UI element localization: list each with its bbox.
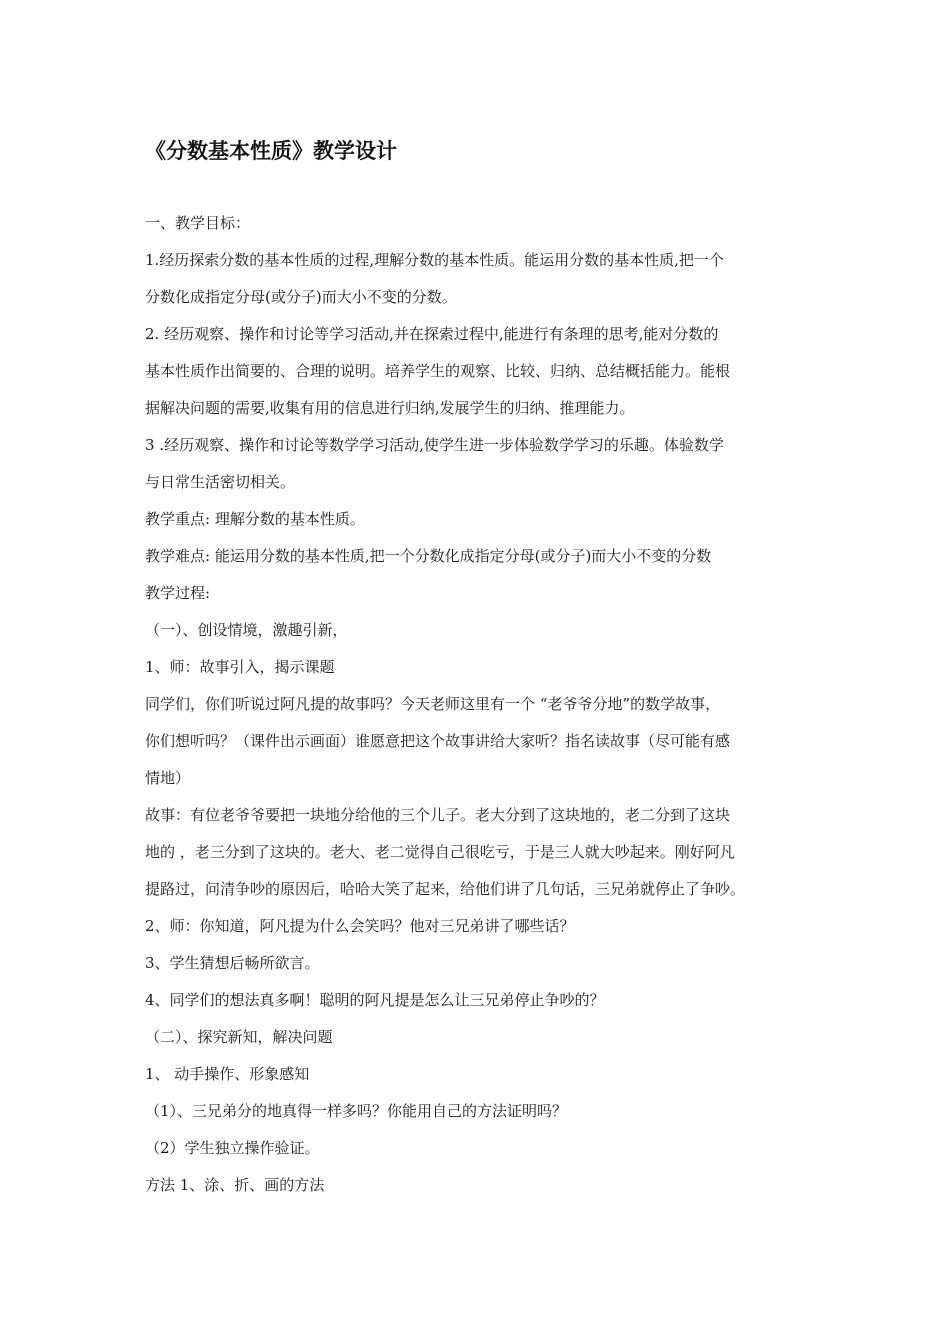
- body-line: 方法 1、涂、折、画的方法: [145, 1176, 325, 1194]
- body-line: 据解决问题的需要,收集有用的信息进行归纳,发展学生的归纳、推理能力。: [145, 399, 635, 417]
- body-line: 3、学生猜想后畅所欲言。: [145, 954, 320, 972]
- body-line: 地的 ，老三分到了这块的。老大、老二觉得自己很吃亏，于是三人就大吵起来。刚好阿凡: [145, 843, 735, 861]
- body-line: 一、教学目标：: [145, 214, 251, 232]
- body-line: 2. 经历观察、操作和讨论等学习活动,并在探索过程中,能进行有条理的思考,能对分数的: [145, 325, 719, 343]
- body-line: 1、 动手操作、形象感知: [145, 1065, 310, 1083]
- body-line: 教学难点: 能运用分数的基本性质,把一个分数化成指定分母(或分子)而大小不变的分数: [145, 547, 712, 565]
- body-line: 与日常生活密切相关。: [145, 473, 296, 491]
- body-line: 2、师：你知道，阿凡提为什么会笑吗？他对三兄弟讲了哪些话？: [145, 917, 575, 935]
- body-line: 4、同学们的想法真多啊！聪明的阿凡提是怎么让三兄弟停止争吵的？: [145, 991, 605, 1009]
- document-body: [145, 205, 815, 1204]
- document-title: 《分数基本性质》教学设计: [145, 139, 397, 163]
- body-line: 教学过程:: [145, 584, 211, 602]
- body-line: （2）学生独立操作验证。: [145, 1139, 320, 1157]
- body-line: 1、师：故事引入，揭示课题: [145, 658, 335, 676]
- body-line: 教学重点: 理解分数的基本性质。: [145, 510, 365, 528]
- body-line: 提路过，问清争吵的原因后，哈哈大笑了起来，给他们讲了几句话，三兄弟就停止了争吵。: [145, 880, 746, 898]
- body-line: （1）、三兄弟分的地真得一样多吗？你能用自己的方法证明吗？: [145, 1102, 568, 1120]
- body-line: 分数化成指定分母(或分子)而大小不变的分数。: [145, 288, 457, 306]
- body-line: 同学们，你们听说过阿凡提的故事吗？今天老师这里有一个 “老爷爷分地”的数学故事，: [145, 695, 721, 713]
- body-line: 情地）: [145, 769, 191, 787]
- body-line: 故事：有位老爷爷要把一块地分给他的三个儿子。老大分到了这块地的，老二分到了这块: [145, 806, 731, 824]
- body-line: 你们想听吗？（课件出示画面）谁愿意把这个故事讲给大家听？指名读故事（尽可能有感: [145, 732, 731, 750]
- body-line: 基本性质作出简要的、合理的说明。培养学生的观察、比较、归纳、总结概括能力。能根: [145, 362, 731, 380]
- body-line: 3 .经历观察、操作和讨论等数学学习活动,使学生进一步体验数学学习的乐趣。体验数学: [145, 436, 724, 454]
- body-line: （二）、探究新知，解决问题: [145, 1028, 333, 1046]
- body-line: 1.经历探索分数的基本性质的过程,理解分数的基本性质。能运用分数的基本性质,把一个: [145, 251, 724, 269]
- body-line: （一）、创设情境，激趣引新，: [145, 621, 348, 639]
- document-page: [145, 134, 815, 1204]
